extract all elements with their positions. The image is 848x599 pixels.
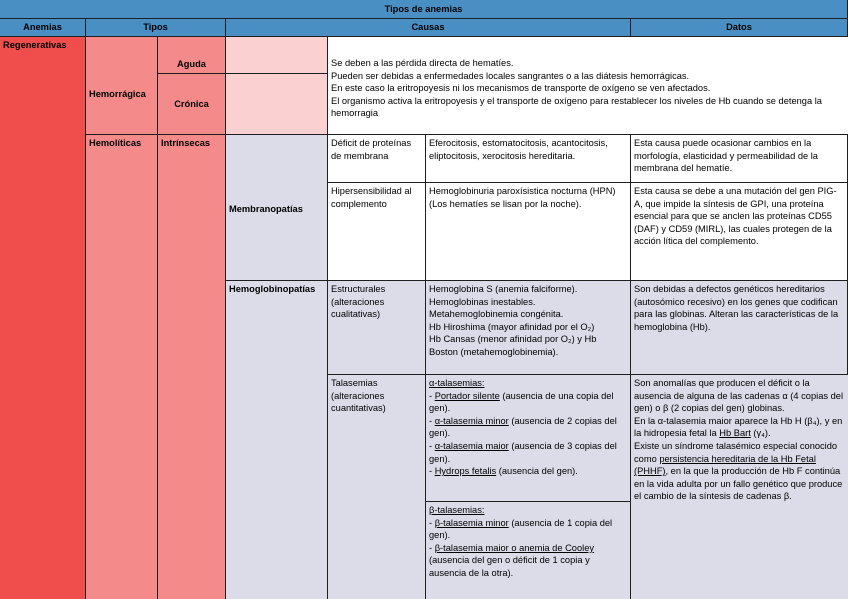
alfa-item-1: - Portador silente (ausencia de una copia del gen).: [429, 390, 614, 414]
cronica-causa-1: Pueden ser debidas a enfermedades locales sangrantes o a las diátesis hemorrágicas.: [331, 70, 690, 81]
hiper-causa-1: Hemoglobinuria paroxísistica nocturna (HPN): [429, 186, 616, 196]
talasemia-dato-1: Son anomalías que producen el déficit o la ausencia de alguna de las cadenas α (4 copias del gen) o β (2 copias del gen) globinas.: [634, 378, 844, 414]
beta-item-2: - β-talasemia maior o anemia de Cooley (ausencia del gen o déficit de 1 copia y ausencia de la otra).: [429, 542, 595, 578]
cell-aguda: Aguda: [158, 37, 226, 74]
cell-cronica-blank: [226, 74, 328, 135]
cell-hemoliticas: Hemolíticas: [86, 135, 158, 599]
estructural-causa-4: Hb Hiroshima (mayor afinidad por el O₂): [429, 321, 595, 332]
cell-deficit-causa: Eferocitosis, estomatocitosis, acantocitosis, eliptocitosis, xerocitosis hereditaria.: [426, 135, 631, 183]
estructural-causa-2: Hemoglobinas inestables.: [429, 296, 536, 307]
talasemia-dato-2: En la α-talasemia maior aparece la Hb H (β₄), y en la hidropesia fetal la Hb Bart (γ₄).: [634, 415, 843, 439]
cell-deficit-dato: Esta causa puede ocasionar cambios en la morfología, elasticidad y permeabilidad de la membrana del hematíe.: [631, 135, 848, 183]
beta-title: β-talasemias:: [429, 505, 485, 515]
cell-hiper-dato: Esta causa se debe a una mutación del gen PIG-A, que impide la síntesis de GPI, una proteína esencial para que se anclen las proteínas CD55 (DAF) y CD59 (MIRL), las cuales protegen de la acción lítica del complemento.: [631, 183, 848, 281]
cell-intrinsecas: Intrínsecas: [158, 135, 226, 599]
header-causas: Causas: [226, 19, 631, 37]
cell-hemoglobinopatias: Hemoglobinopatías: [226, 281, 328, 599]
cell-estructurales-dato: Son debidas a defectos genéticos hereditarios (autosómico recesivo) en los genes que codifican para las globinas. Alteran las características de la hemoglobina (Hb).: [631, 281, 848, 375]
hiper-causa-2: (Los hematíes se lisan por la noche).: [429, 198, 582, 209]
estructural-causa-3: Metahemoglobinemia congénita.: [429, 309, 564, 320]
estructural-causa-5: Hb Cansas (menor afinidad por O₂) y Hb Boston (metahemoglobinemia).: [429, 334, 597, 357]
cell-cronica: Crónica: [158, 74, 226, 135]
header-anemias: Anemias: [0, 19, 86, 37]
cell-alfa-talasemias: [426, 375, 631, 502]
beta-item-1: - β-talasemia minor (ausencia de 1 copia del gen).: [429, 517, 613, 541]
header-datos: Datos: [631, 19, 848, 37]
alfa-item-4: - Hydrops fetalis (ausencia del gen).: [429, 466, 578, 477]
table-title: Tipos de anemias: [0, 0, 848, 19]
cell-hiper-causa: [426, 183, 631, 281]
header-tipos: Tipos: [86, 19, 226, 37]
cell-membranopatias: Membranopatías: [226, 135, 328, 281]
cell-talasemias-tipo: Talasemias (alteraciones cuantitativas): [328, 375, 426, 599]
alfa-title: α-talasemias:: [429, 378, 485, 388]
cell-estructurales-tipo: Estructurales (alteraciones cualitativas): [328, 281, 426, 375]
cell-beta-talasemias: [426, 502, 631, 599]
alfa-item-3: - α-talasemia maior (ausencia de 3 copias del gen).: [429, 440, 617, 464]
cell-hemorragica: Hemorrágica: [86, 37, 158, 135]
cell-estructurales-causa: [426, 281, 631, 375]
cronica-causa-2: En este caso la eritropoyesis ni los mecanismos de transporte de oxígeno se ven afectados.: [331, 83, 711, 94]
cell-deficit-tipo: Déficit de proteínas de membrana: [328, 135, 426, 183]
aguda-causa: Se deben a las pérdida directa de hematíes.: [331, 58, 514, 68]
cell-hiper-tipo: Hipersensibilidad al complemento: [328, 183, 426, 281]
estructural-causa-1: Hemoglobina S (anemia falciforme).: [429, 284, 578, 294]
cell-regenerativas: Regenerativas: [0, 37, 86, 599]
cronica-causa-3: El organismo activa la eritropoyesis y el transporte de oxígeno para restablecer los niveles de Hb cuando se detenga la hemorragia: [331, 95, 822, 119]
cell-hemorragica-causas: [328, 37, 848, 135]
cell-aguda-blank: [226, 37, 328, 74]
cell-talasemias-dato: [631, 375, 848, 599]
alfa-item-2: - α-talasemia minor (ausencia de 2 copias del gen).: [429, 415, 617, 439]
talasemia-dato-3: Existe un síndrome talasémico especial conocido como persistencia hereditaria de la Hb Fetal (PHHF), en la que la producción de Hb F continúa en la vida adulta por un fallo genético que produce el cambio de la síntesis de cadenas β.: [634, 440, 843, 502]
